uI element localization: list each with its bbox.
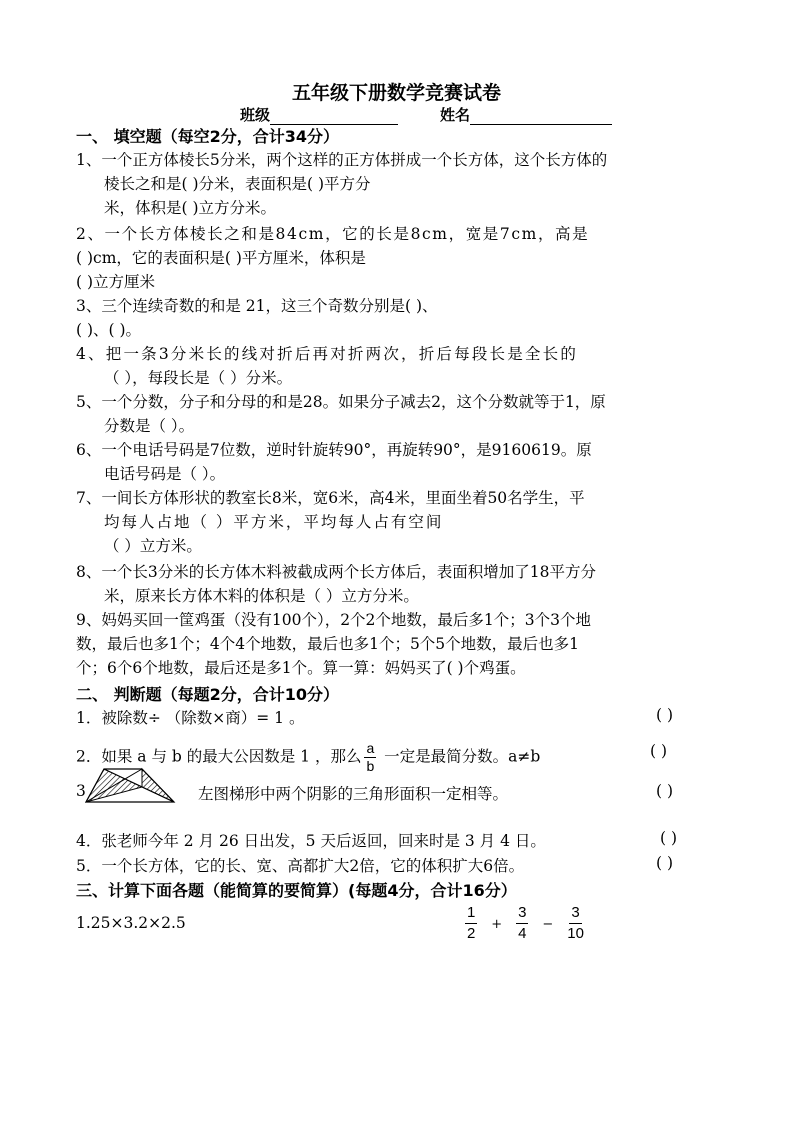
judge-5-answer[interactable]: ( ): [656, 854, 674, 872]
calc-1: 1.25×3.2×2.5: [76, 914, 186, 932]
calc-2-num-1: 1: [465, 903, 477, 924]
class-field: [240, 104, 398, 125]
judge-4: [76, 829, 716, 853]
q2-line1: 2、一个长方体棱长之和是84cm，它的长是8cm，宽是7cm，高是: [76, 225, 590, 243]
question-1: [76, 148, 716, 220]
judge-2-answer[interactable]: ( ): [650, 742, 668, 760]
fraction-numerator: a: [366, 740, 375, 756]
q7-line2: 均每人占地（ ）平方米，平均每人占有空间: [104, 513, 444, 531]
q3-line2: ( )、( )。: [76, 321, 142, 339]
question-3: [76, 294, 716, 342]
question-8: [76, 560, 716, 608]
q4-line1: 4、把一条3分米长的线对折后再对折两次，折后每段长是全长的: [76, 345, 579, 363]
calc-2-fraction-3: [567, 903, 584, 944]
section1-heading: 一、 填空题（每空2分，合计34分）: [76, 127, 339, 146]
q9-line3: 个；6个6个地数，最后还是多1个。算一算：妈妈买了( )个鸡蛋。: [76, 659, 526, 677]
name-blank[interactable]: [470, 108, 612, 125]
page-title: 五年级下册数学竞赛试卷: [291, 82, 501, 104]
name-label: 姓名: [440, 106, 471, 124]
judge-5-text: 5．一个长方体，它的长、宽、高都扩大2倍，它的体积扩大6倍。: [76, 857, 525, 875]
class-label: 班级: [240, 106, 271, 124]
question-9: [76, 608, 716, 680]
q5-line1: 5、一个分数，分子和分母的和是28。如果分子减去2，这个分数就等于1，原: [76, 393, 606, 411]
judge-4-answer[interactable]: ( ): [660, 829, 678, 847]
q9-line1: 9、妈妈买回一筐鸡蛋（没有100个），2个2个地数，最后多1个；3个3个地: [76, 611, 592, 629]
q6-line2: 电话号码是（ ）。: [104, 465, 226, 483]
name-field: [440, 104, 612, 125]
judge-4-text: 4．张老师今年 2 月 26 日出发，5 天后返回，回来时是 3 月 4 日。: [76, 832, 546, 850]
q1-line3: 米，体积是( )立方分米。: [104, 199, 277, 217]
judge-1-answer[interactable]: ( ): [656, 706, 674, 724]
judge-2-text-a: 2．如果 a 与 b 的最大公因数是 1 ，那么: [76, 747, 362, 766]
trapezoid-figure: [84, 767, 176, 805]
question-2: [76, 222, 716, 294]
shaded-triangle-right: [142, 769, 174, 802]
fraction-a-over-b: [364, 740, 376, 775]
q2-line3: ( )立方厘米: [76, 273, 156, 291]
q7-line1: 7、一间长方体形状的教室长8米，宽6米，高4米，里面坐着50名学生，平: [76, 489, 585, 507]
q3-line1: 3、三个连续奇数的和是 21，这三个奇数分别是( )、: [76, 297, 438, 315]
calc-2-num-2: 3: [516, 903, 528, 924]
judge-1: [76, 706, 716, 730]
class-blank[interactable]: [270, 108, 398, 125]
q1-line1: 1、一个正方体棱长5分米，两个这样的正方体拼成一个长方体，这个长方体的: [76, 151, 608, 169]
question-7: [76, 486, 716, 558]
q9-line2: 数，最后也多1个；4个4个地数，最后也多1个；5个5个地数，最后也多1: [76, 635, 580, 653]
calc-2-num-3: 3: [569, 903, 581, 924]
calc-2-fraction-1: [465, 903, 477, 944]
calc-2-den-3: 10: [567, 925, 584, 942]
section2-heading: 二、 判断题（每题2分，合计10分）: [76, 685, 339, 704]
calc-2-fraction-2: [516, 903, 528, 944]
judge-5: [76, 854, 716, 878]
calc-2-op-2: −: [542, 916, 554, 932]
q6-line1: 6、一个电话号码是7位数，逆时针旋转90°，再旋转90°，是9160619。原: [76, 441, 592, 459]
q8-line1: 8、一个长3分米的长方体木料被截成两个长方体后，表面积增加了18平方分: [76, 563, 596, 581]
fraction-denominator: b: [366, 758, 375, 774]
question-6: [76, 438, 716, 486]
question-5: [76, 390, 716, 438]
calc-2-den-2: 4: [518, 925, 527, 942]
q7-line3: （ ）立方米。: [104, 537, 202, 555]
judge-2-text-b: 一定是最简分数。a≠b: [379, 747, 541, 766]
judge-3-answer[interactable]: ( ): [656, 782, 674, 800]
calc-2-op-1: +: [491, 916, 503, 932]
q2-line2: ( )cm，它的表面积是( )平方厘米，体积是: [76, 249, 366, 267]
judge-3-text: 左图梯形中两个阴影的三角形面积一定相等。: [198, 785, 509, 803]
q4-line2: （ ），每段长是（ ）分米。: [104, 369, 293, 387]
q8-line2: 米，原来长方体木料的体积是（ ）立方分米。: [104, 587, 419, 605]
q1-line2: 棱长之和是( )分米，表面积是( )平方分: [104, 175, 371, 193]
section3-heading: 三、计算下面各题（能简算的要简算）(每题4分，合计16分）: [76, 881, 517, 900]
judge-3-number: 3: [76, 782, 86, 800]
calc-2: [462, 903, 587, 944]
q5-line2: 分数是（ ）。: [104, 417, 195, 435]
calc-2-den-1: 2: [467, 925, 476, 942]
question-4: [76, 342, 716, 390]
judge-1-text: 1．被除数÷ （除数×商）= 1 。: [76, 709, 305, 727]
